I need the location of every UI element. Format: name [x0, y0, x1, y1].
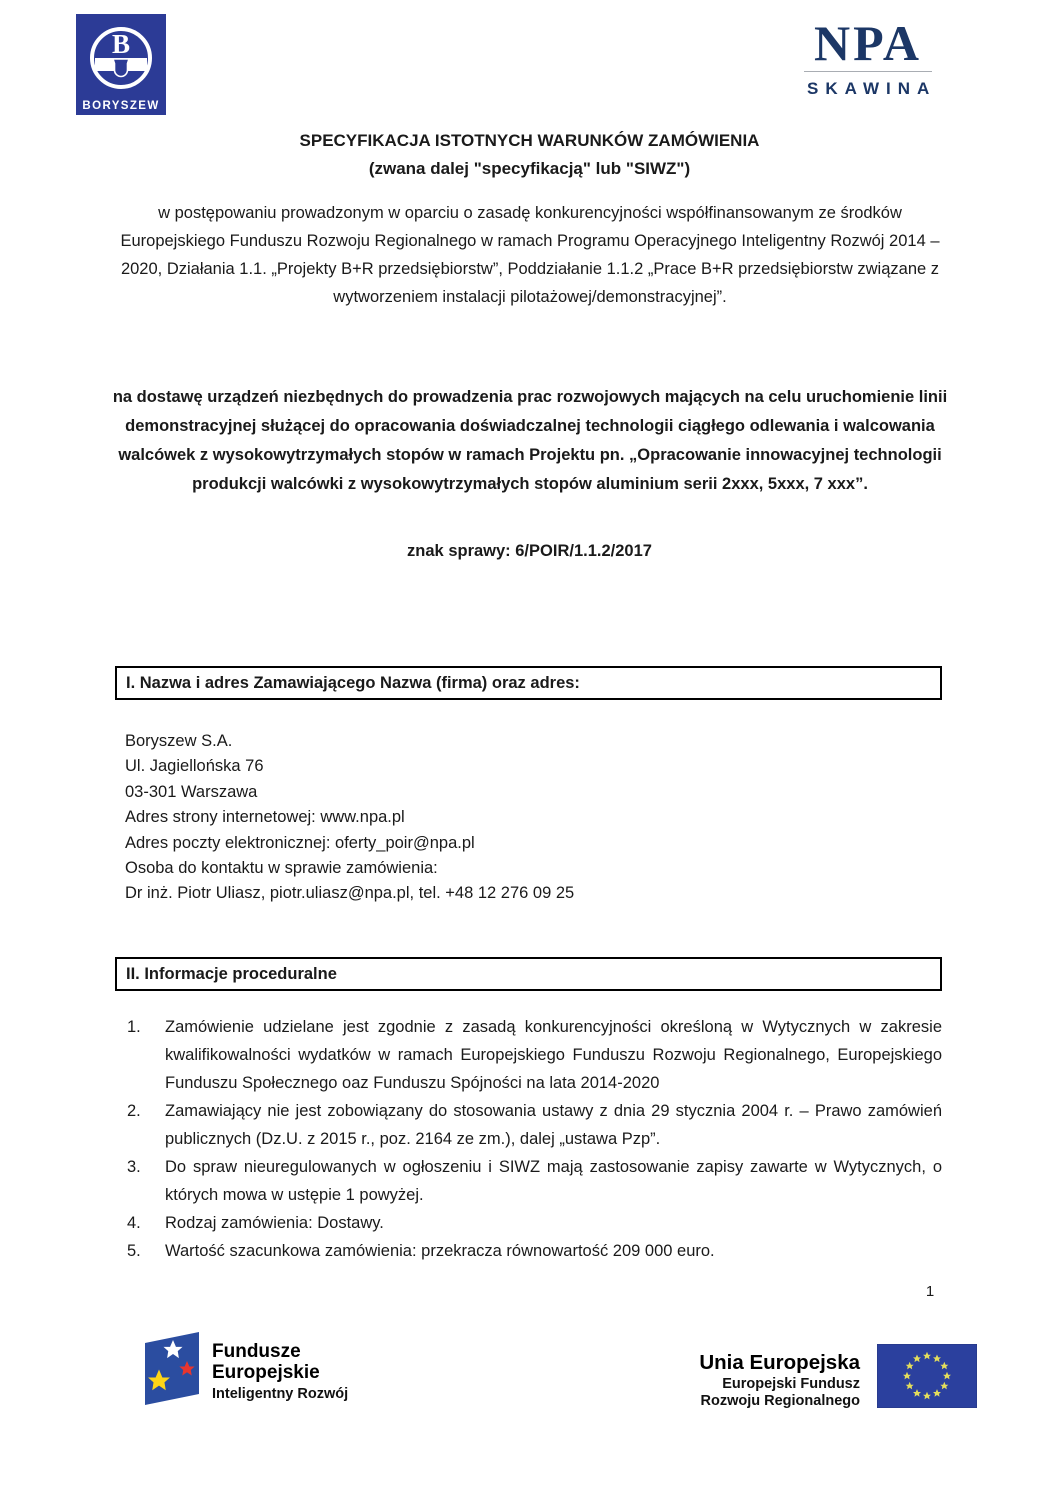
- list-item-number: 1.: [127, 1018, 141, 1036]
- list-item: [127, 1153, 942, 1209]
- fe-flag-icon: [142, 1330, 202, 1408]
- eu-logo-sub1: Europejski Fundusz: [722, 1376, 860, 1392]
- case-number: znak sprawy: 6/POIR/1.1.2/2017: [407, 542, 652, 560]
- npa-logo: [800, 15, 937, 99]
- list-item: [127, 1237, 942, 1265]
- address-line: 03-301 Warszawa: [125, 782, 258, 801]
- address-line: Adres poczty elektronicznej: oferty_poir@npa.pl: [125, 833, 475, 852]
- fundusze-europejskie-logo: [142, 1330, 348, 1408]
- page-number: 1: [925, 1283, 935, 1300]
- boryszew-logo: [76, 14, 166, 115]
- eu-logo-text: [697, 1344, 860, 1409]
- list-item-number: 5.: [127, 1242, 141, 1260]
- eu-flag-icon: [877, 1344, 977, 1408]
- list-item: [127, 1209, 942, 1237]
- address-line: Adres strony internetowej: www.npa.pl: [125, 808, 405, 827]
- section-2-heading: II. Informacje proceduralne: [115, 957, 942, 991]
- list-item-number: 2.: [127, 1102, 141, 1120]
- list-item-text: Rodzaj zamówienia: Dostawy.: [165, 1214, 384, 1232]
- list-item-text: Do spraw nieuregulowanych w ogłoszeniu i SIWZ mają zastosowanie zapisy zawarte w Wytycznych, o których mowa w ustępie 1 powyżej.: [165, 1158, 942, 1204]
- address-line: Ul. Jagiellońska 76: [125, 757, 264, 776]
- address-line: Boryszew S.A.: [125, 732, 233, 750]
- document-title: [117, 127, 942, 183]
- subject-paragraph: na dostawę urządzeń niezbędnych do prowadzenia prac rozwojowych mających na celu uruchomienie linii demonstracyjnej służącej do opracowania doświadczalnej technologii ciągłego odlewania i walcowania walcówek z wysokowytrzymałych stopów w ramach Projektu pn. „Opracowanie innowacyjnej technologii produkcji walcówki z wysokowytrzymałych stopów aluminium serii 2xxx, 5xxx, 7 xxx”.: [112, 388, 948, 493]
- list-item-text: Wartość szacunkowa zamówienia: przekracza równowartość 209 000 euro.: [165, 1242, 715, 1260]
- address-line: Osoba do kontaktu w sprawie zamówienia:: [125, 859, 438, 878]
- list-item-number: 4.: [127, 1214, 141, 1232]
- list-item-text: Zamawiający nie jest zobowiązany do stosowania ustawy z dnia 29 stycznia 2004 r. – Prawo zamówień publicznych (Dz.U. z 2015 r., poz. 2164 ze zm.), dalej „ustawa Pzp”.: [165, 1102, 942, 1148]
- address-block: [125, 729, 925, 907]
- npa-logo-divider: [804, 71, 932, 72]
- list-item-text: Zamówienie udzielane jest zgodnie z zasadą konkurencyjności określoną w Wytycznych w zakresie kwalifikowalności wydatków w ramach Europejskiego Funduszu Rozwoju Regionalnego, Europejskiego Funduszu Społecznego oaz Funduszu Spójności na lata 2014-2020: [165, 1018, 942, 1092]
- list-item: [127, 1013, 942, 1097]
- npa-logo-name: NPA: [813, 15, 923, 71]
- fe-logo-line2: Europejskie: [212, 1362, 320, 1383]
- document-title-line1: SPECYFIKACJA ISTOTNYCH WARUNKÓW ZAMÓWIENIA: [299, 131, 760, 150]
- eu-logo-sub2: Rozwoju Regionalnego: [700, 1392, 860, 1409]
- boryszew-logo-icon: [76, 14, 166, 115]
- fe-logo-subtitle: Inteligentny Rozwój: [212, 1386, 349, 1402]
- list-item: [127, 1097, 942, 1153]
- list-item-number: 3.: [127, 1158, 141, 1176]
- svg-text:B: B: [111, 29, 131, 59]
- fe-logo-line1: Fundusze: [212, 1341, 301, 1362]
- npa-logo-city: SKAWINA: [807, 79, 937, 98]
- document-title-line2: (zwana dalej "specyfikacją" lub "SIWZ"): [368, 159, 691, 178]
- unia-europejska-logo: [697, 1344, 977, 1409]
- section-1-heading: I. Nazwa i adres Zamawiającego Nazwa (firma) oraz adres:: [115, 666, 942, 700]
- address-line: Dr inż. Piotr Uliasz, piotr.uliasz@npa.pl, tel. +48 12 276 09 25: [125, 884, 575, 903]
- procedural-list: [127, 1013, 942, 1265]
- boryszew-logo-label: BORYSZEW: [82, 100, 160, 112]
- fe-logo-text: [212, 1330, 348, 1402]
- eu-logo-title: Unia Europejska: [699, 1351, 860, 1374]
- intro-paragraph: w postępowaniu prowadzonym w oparciu o zasadę konkurencyjności współfinansowanym ze środków Europejskiego Funduszu Rozwoju Regionalnego w ramach Programu Operacyjnego Inteligentny Rozwój 2014 – 2020, Działania 1.1. „Projekty B+R przedsiębiorstw”, Poddziałanie 1.1.2 „Prace B+R przedsiębiorstw związane z wytworzeniem instalacji pilotażowej/demonstracyjnej”.: [120, 204, 940, 306]
